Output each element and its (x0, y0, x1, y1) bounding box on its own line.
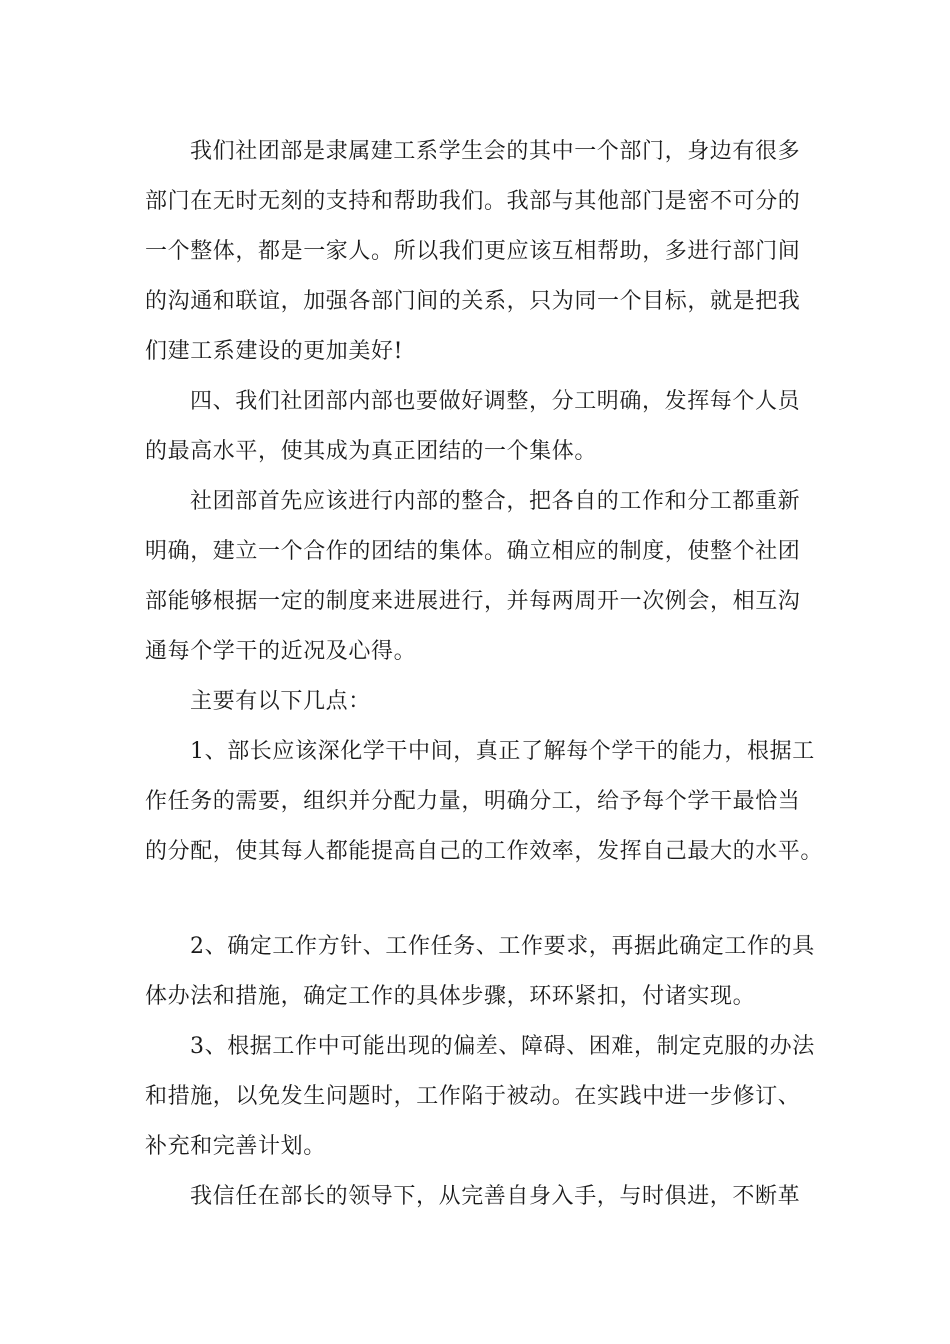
text-line: 主要有以下几点： (190, 689, 371, 714)
text-line: 我信任在部长的领导下，从完善自身入手，与时俱进，不断革 (190, 1184, 801, 1209)
text-line: 的沟通和联谊，加强各部门间的关系，只为同一个目标，就是把我 (145, 289, 801, 314)
text-line: 们建工系建设的更加美好! (145, 339, 404, 364)
text-line: 我们社团部是隶属建工系学生会的其中一个部门，身边有很多 (190, 139, 801, 164)
text-line: 一个整体，都是一家人。所以我们更应该互相帮助，多进行部门间 (145, 239, 801, 264)
text-line: 3、根据工作中可能出现的偏差、障碍、困难，制定克服的办法 (190, 1034, 815, 1059)
text-line: 的最高水平，使其成为真正团结的一个集体。 (145, 439, 598, 464)
text-line: 作任务的需要，组织并分配力量，明确分工，给予每个学干最恰当 (145, 789, 801, 814)
text-line: 明确，建立一个合作的团结的集体。确立相应的制度，使整个社团 (145, 539, 801, 564)
text-line: 的分配，使其每人都能提高自己的工作效率，发挥自己最大的水平。 (145, 839, 824, 864)
text-line: 社团部首先应该进行内部的整合，把各自的工作和分工都重新 (190, 489, 801, 514)
text-line: 四、我们社团部内部也要做好调整，分工明确，发挥每个人员 (190, 389, 801, 414)
text-line: 2、确定工作方针、工作任务、工作要求，再据此确定工作的具 (190, 934, 815, 959)
text-line: 和措施，以免发生问题时，工作陷于被动。在实践中进一步修订、 (145, 1084, 801, 1109)
text-line: 部门在无时无刻的支持和帮助我们。我部与其他部门是密不可分的 (145, 189, 801, 214)
text-line: 体办法和措施，确定工作的具体步骤，环环紧扣，付诸实现。 (145, 984, 756, 1009)
paragraph-departments (145, 127, 825, 877)
text-line: 通每个学干的近况及心得。 (145, 639, 417, 664)
paragraph-steps (145, 922, 825, 1222)
text-line: 部能够根据一定的制度来进展进行，并每两周开一次例会，相互沟 (145, 589, 801, 614)
text-line: 补充和完善计划。 (145, 1134, 326, 1159)
text-line: 1、部长应该深化学干中间，真正了解每个学干的能力，根据工 (190, 739, 815, 764)
